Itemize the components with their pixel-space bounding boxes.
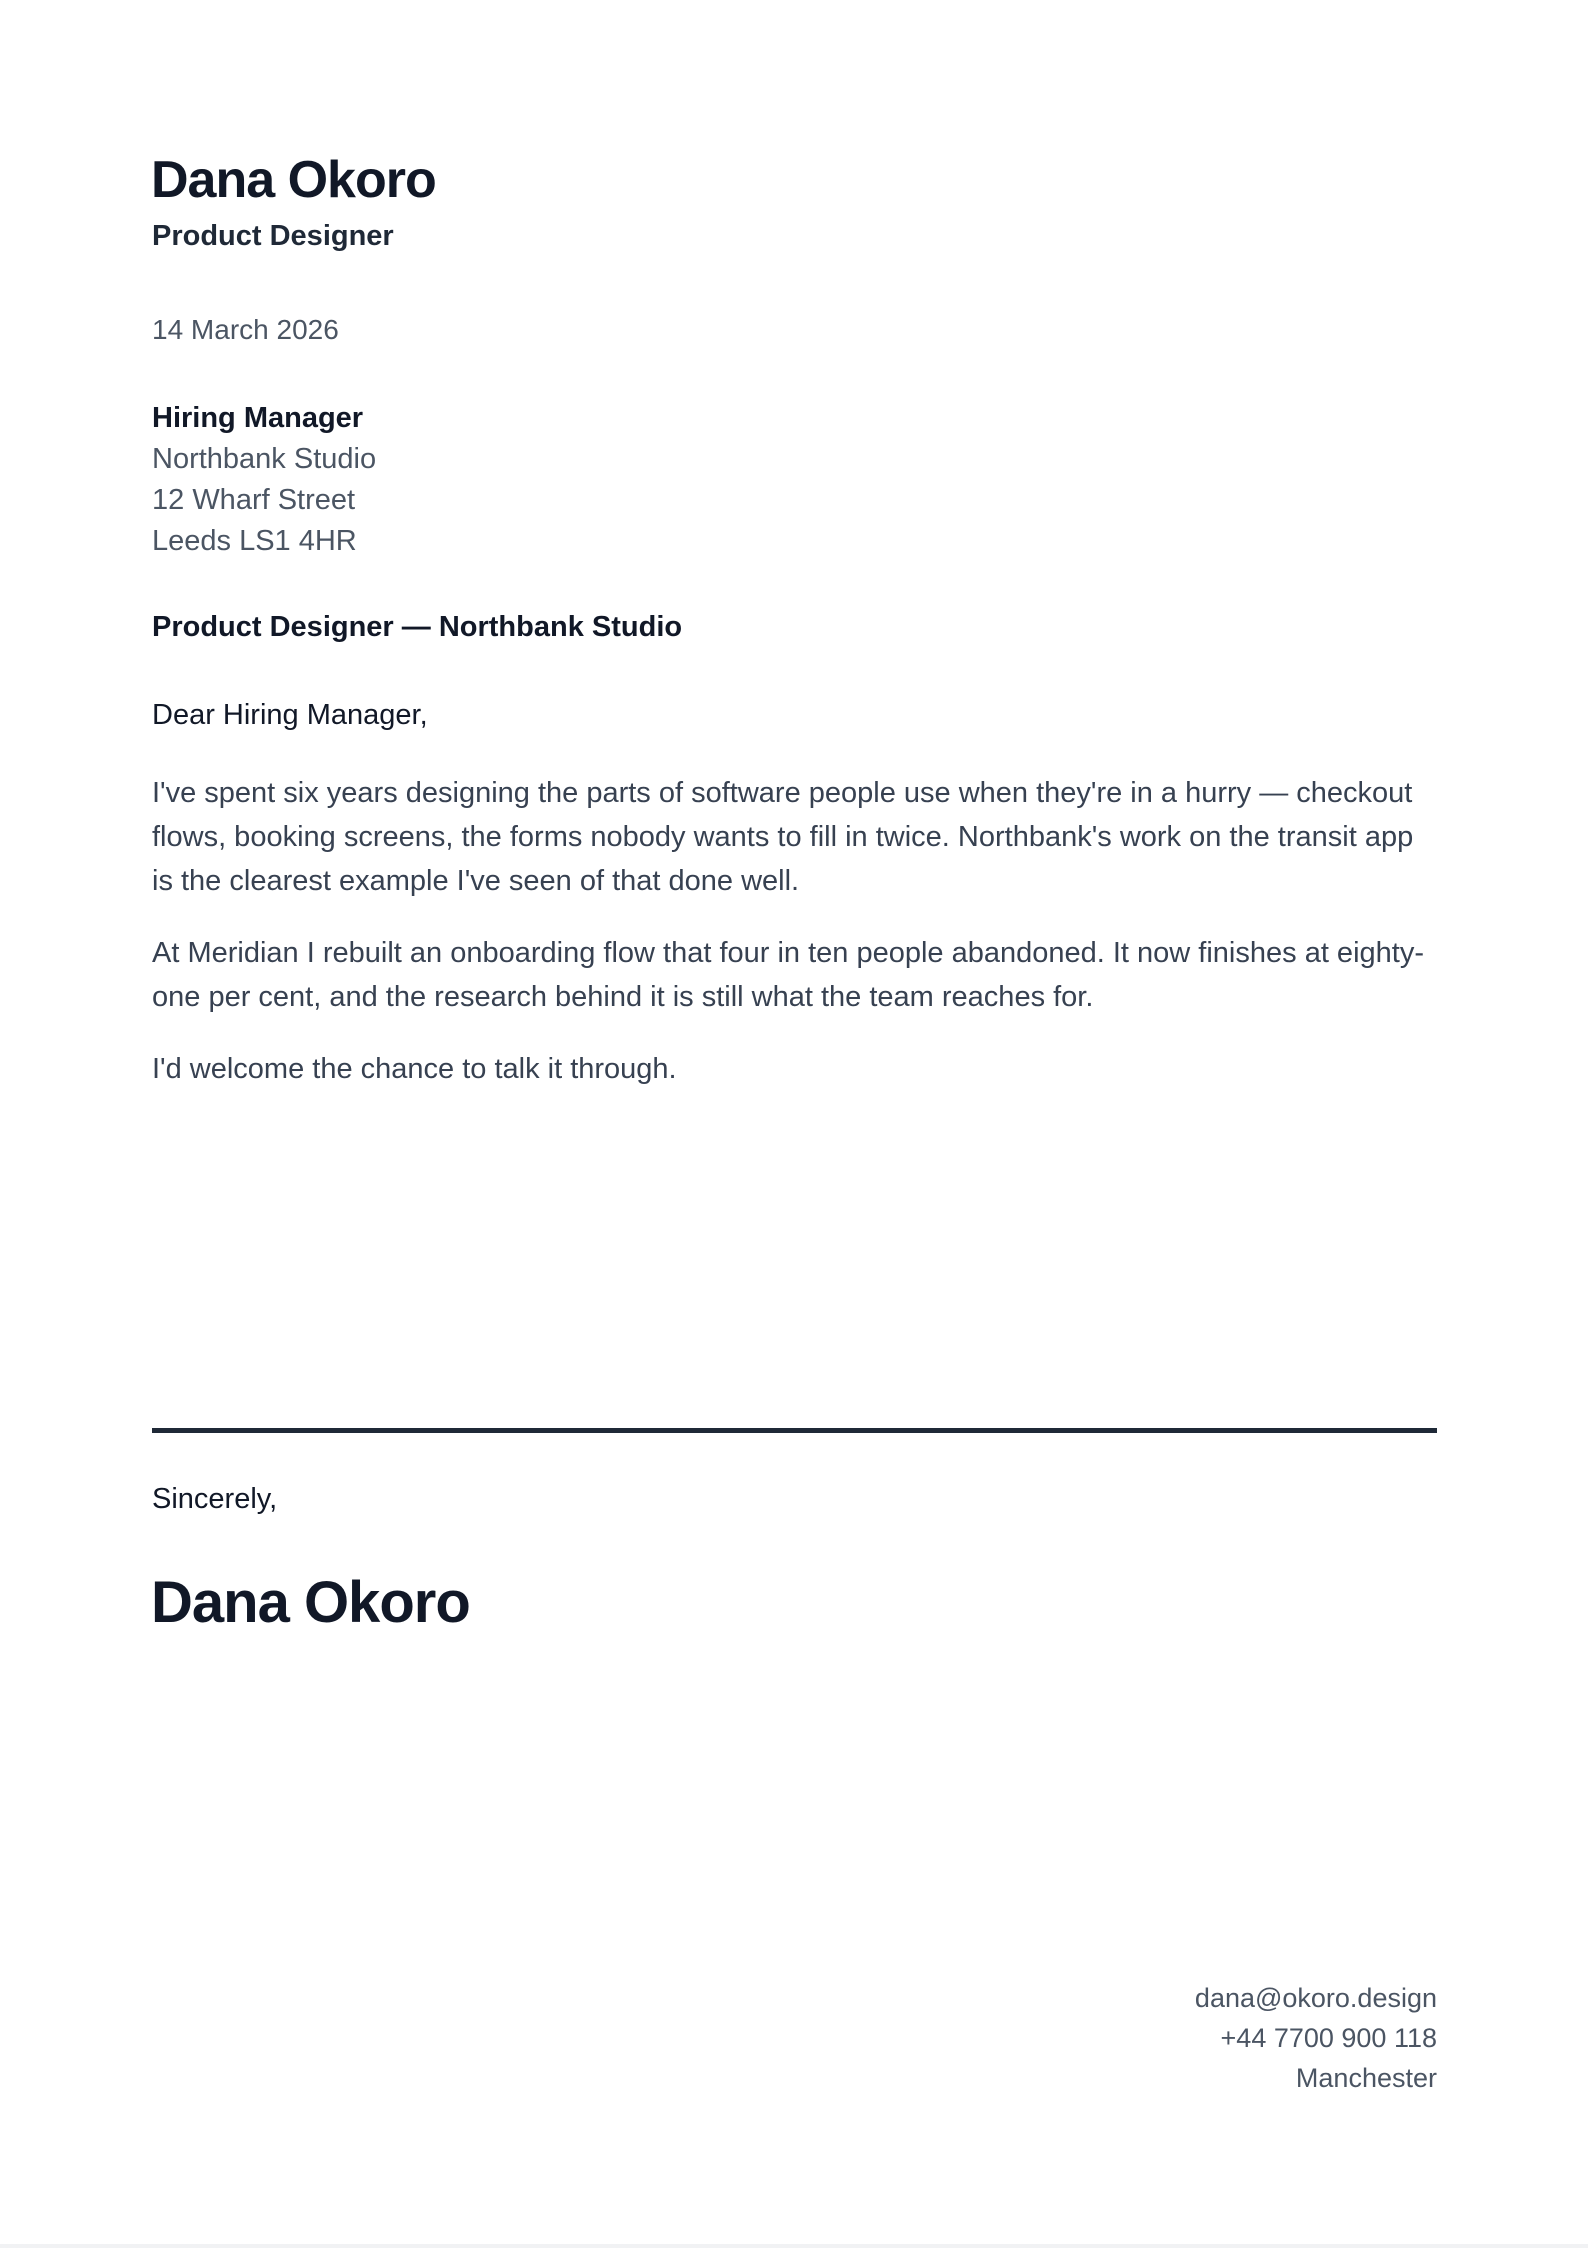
letter-subject: Product Designer — Northbank Studio [152,611,683,643]
body-paragraph: I'd welcome the chance to talk it through. [152,1053,677,1085]
recipient-block [152,398,376,562]
recipient-name: Hiring Manager [152,402,364,434]
recipient-company: Northbank Studio [152,443,377,475]
page-bottom-edge [0,2244,1588,2248]
recipient-city: Leeds LS1 4HR [152,525,357,557]
sender-name: Dana Okoro [151,151,436,209]
letter-date: 14 March 2026 [152,314,339,345]
letter-body [152,771,1442,1119]
contact-phone: +44 7700 900 118 [1220,2023,1437,2053]
contact-location: Manchester [1295,2063,1437,2093]
contact-block [1195,1978,1437,2098]
salutation: Dear Hiring Manager, [152,699,428,731]
recipient-street: 12 Wharf Street [152,484,356,516]
valediction: Sincerely, [152,1483,278,1515]
contact-email: dana@okoro.design [1194,1983,1437,2013]
body-paragraph: I've spent six years designing the parts of software people use when they're in a hurry — checkout flows, booking screens, the forms nobody wants to fill in twice. Northbank's work on the transit app is the clearest example I've seen of that done well. [152,777,1414,897]
sender-role: Product Designer [152,220,394,252]
signature-name: Dana Okoro [151,1570,470,1635]
body-paragraph: At Meridian I rebuilt an onboarding flow that four in ten people abandoned. It now finishes at eighty-one per cent, and the research behind it is still what the team reaches for. [152,937,1424,1013]
signature-divider [152,1428,1437,1433]
